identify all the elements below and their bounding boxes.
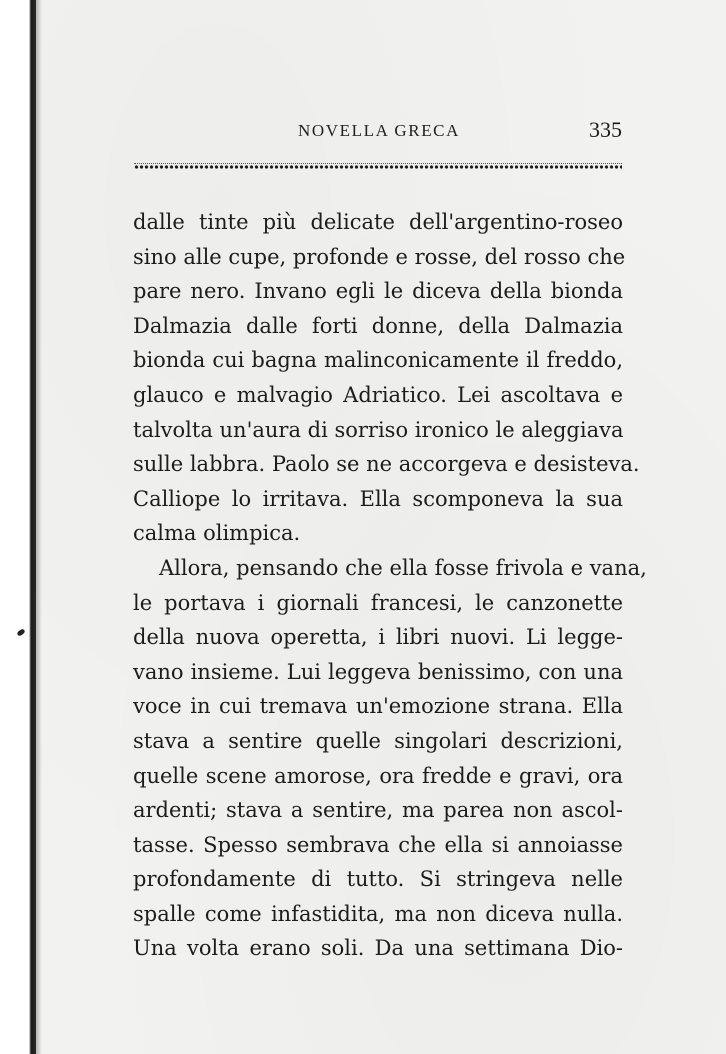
text-line: talvolta un'aura di sorriso ironico le aleggiava xyxy=(133,417,624,442)
text-line: glauco e malvagio Adriatico. Lei ascoltava e xyxy=(133,382,623,407)
text-line: della nuova operetta, i libri nuovi. Li legge- xyxy=(133,625,623,650)
text-line: Una volta erano soli. Da una settimana Dio- xyxy=(133,936,623,961)
text-line: sino alle cupe, profonde e rosse, del rosso che xyxy=(133,244,626,269)
text-line: calma olimpica. xyxy=(133,521,301,546)
running-title: NOVELLA GRECA xyxy=(298,121,460,140)
text-line: Allora, pensando che ella fosse frivola e vana, xyxy=(159,555,647,580)
text-line: ardenti; stava a sentire, ma parea non ascol- xyxy=(133,798,623,823)
text-line: vano insieme. Lui leggeva benissimo, con una xyxy=(133,659,623,684)
text-line: spalle come infastidita, ma non diceva nulla. xyxy=(133,901,623,926)
page-header xyxy=(134,117,626,147)
text-line: le portava i giornali francesi, le canzonette xyxy=(133,590,623,615)
text-line: quelle scene amorose, ora fredde e gravi, ora xyxy=(133,763,623,788)
text-line: profondamente di tutto. Si stringeva nelle xyxy=(133,867,623,892)
page-number: 335 xyxy=(589,117,622,142)
text-line: voce in cui tremava un'emozione strana. Ella xyxy=(133,694,623,719)
text-line: dalle tinte più delicate dell'argentino-roseo xyxy=(133,210,623,234)
body-text xyxy=(133,205,647,966)
book-binding-edge xyxy=(0,0,36,1054)
text-line: stava a sentire quelle singolari descrizioni, xyxy=(133,728,623,753)
text-line: tasse. Spesso sembrava che ella si annoiasse xyxy=(133,832,623,857)
text-line: bionda cui bagna malinconicamente il freddo, xyxy=(133,348,623,373)
text-line: Dalmazia dalle forti donne, della Dalmazia xyxy=(133,313,623,338)
text-line: pare nero. Invano egli le diceva della bionda xyxy=(133,279,623,304)
ornamental-rule xyxy=(134,163,622,170)
text-line: Calliope lo irritava. Ella scomponeva la sua xyxy=(133,486,623,511)
text-line: sulle labbra. Paolo se ne accorgeva e desisteva. xyxy=(133,452,640,477)
